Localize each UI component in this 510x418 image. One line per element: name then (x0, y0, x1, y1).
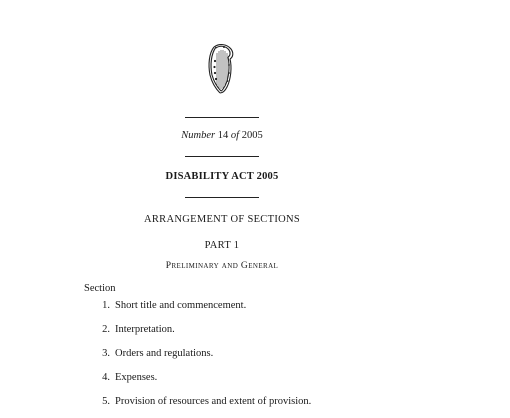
number-of: of (230, 130, 240, 141)
section-number: 3. (102, 348, 110, 359)
section-item (84, 300, 504, 316)
divider-rule (185, 197, 259, 198)
part-heading: PART 1 (204, 240, 240, 251)
divider-rule (185, 117, 259, 118)
section-title: Orders and regulations. (115, 348, 214, 359)
section-title: Expenses. (115, 372, 158, 383)
section-column-heading: Section (84, 283, 116, 294)
section-title: Short title and commencement. (115, 300, 247, 311)
section-item (84, 396, 504, 412)
arrangement-heading: ARRANGEMENT OF SECTIONS (143, 214, 301, 225)
section-title: Provision of resources and extent of provision. (115, 396, 312, 407)
section-item (84, 372, 504, 388)
number-year: 2005 (241, 130, 263, 141)
number-value: 14 (217, 130, 229, 141)
section-number: 1. (102, 300, 110, 311)
number-prefix: Number (181, 130, 216, 141)
section-title: Interpretation. (115, 324, 175, 335)
section-number: 5. (102, 396, 110, 407)
act-title: DISABILITY ACT 2005 (165, 171, 279, 182)
divider-rule (185, 156, 259, 157)
section-number: 4. (102, 372, 110, 383)
section-item (84, 348, 504, 364)
act-number (0, 130, 444, 141)
section-item (84, 324, 504, 340)
part-subtitle: Preliminary and General (165, 261, 279, 271)
section-number: 2. (102, 324, 110, 335)
harp-emblem-icon (205, 41, 237, 96)
